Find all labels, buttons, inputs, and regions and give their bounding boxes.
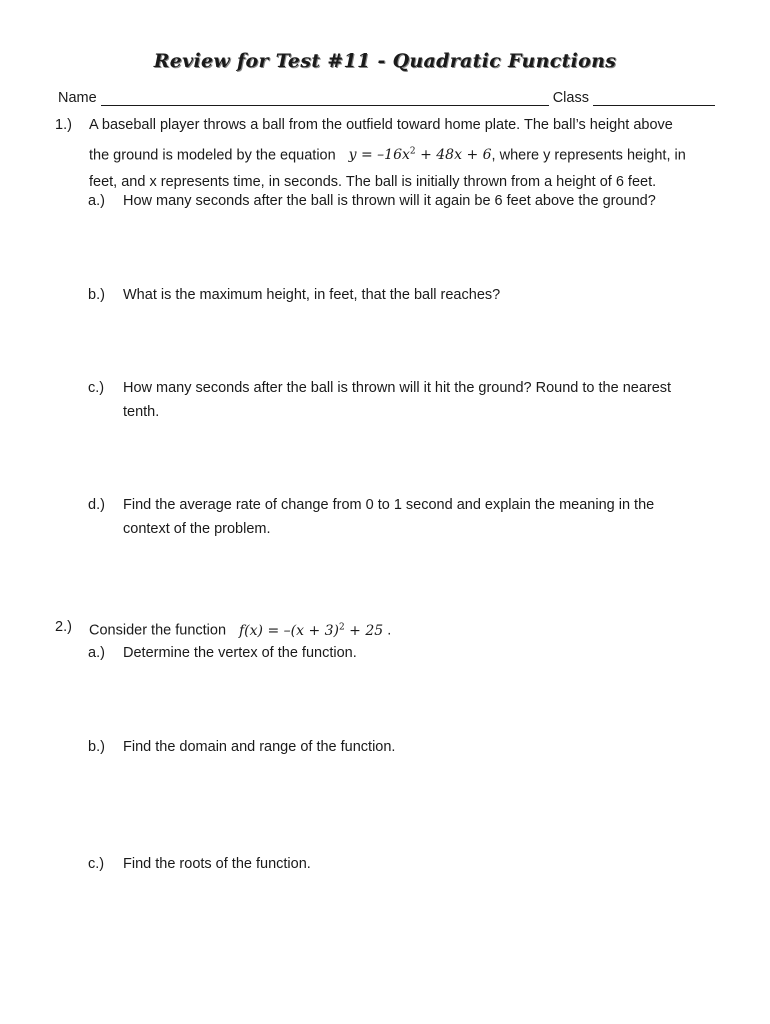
question-text: [89, 614, 725, 644]
part-text: Find the domain and range of the function.: [123, 739, 396, 755]
part-label: c.): [88, 380, 105, 396]
question-text-fragment: Consider the function: [89, 622, 227, 639]
question-number: 2.): [55, 619, 72, 635]
class-blank: [593, 91, 715, 106]
part-text: Find the average rate of change from 0 to 1 second and explain the meaning in the context of the problem.: [123, 497, 655, 537]
part-label: c.): [88, 856, 105, 872]
question-1a: [88, 189, 718, 213]
page-title: Review for Test #11 - Quadratic Functions: [153, 50, 617, 72]
part-text: How many seconds after the ball is thrown will it hit the ground? Round to the nearest tenth.: [123, 380, 672, 420]
part-text: How many seconds after the ball is thrown will it again be 6 feet above the ground?: [123, 193, 656, 209]
question-text-line: A baseball player throws a ball from the outfield toward home plate. The ball’s height above: [89, 117, 673, 133]
part-label: a.): [88, 193, 105, 209]
question-1d: [88, 493, 688, 541]
question-1: [55, 112, 725, 195]
part-text: What is the maximum height, in feet, that the ball reaches?: [123, 287, 501, 303]
part-label: a.): [88, 645, 105, 661]
equation-height: $y = -16x^2 + 48x + 6$: [348, 146, 492, 164]
header-fields: [58, 90, 722, 106]
name-blank: [101, 91, 549, 106]
part-text: Find the roots of the function.: [123, 856, 311, 872]
question-2: [55, 614, 725, 644]
question-1b: [88, 283, 718, 307]
question-2c: [88, 852, 718, 876]
question-text-line: [89, 139, 725, 169]
part-label: b.): [88, 739, 105, 755]
question-number: 1.): [55, 117, 72, 133]
question-2a: [88, 641, 718, 665]
name-label: Name: [58, 90, 97, 106]
class-label: Class: [552, 90, 589, 106]
question-text-line: feet, and x represents time, in seconds. The ball is initially thrown from a height of 6 feet.: [89, 173, 657, 190]
part-text: Determine the vertex of the function.: [123, 645, 357, 661]
question-text: [89, 112, 725, 195]
question-text-fragment: .: [387, 622, 392, 639]
question-2b: [88, 735, 718, 759]
equation-function: $f(x) = -(x + 3)^2 + 25$: [238, 622, 384, 639]
part-label: d.): [88, 497, 105, 513]
question-text-fragment: the ground is modeled by the equation: [89, 147, 336, 164]
question-text-fragment: , where y represents height, in: [491, 147, 686, 164]
question-1c: [88, 376, 710, 424]
part-label: b.): [88, 287, 105, 303]
